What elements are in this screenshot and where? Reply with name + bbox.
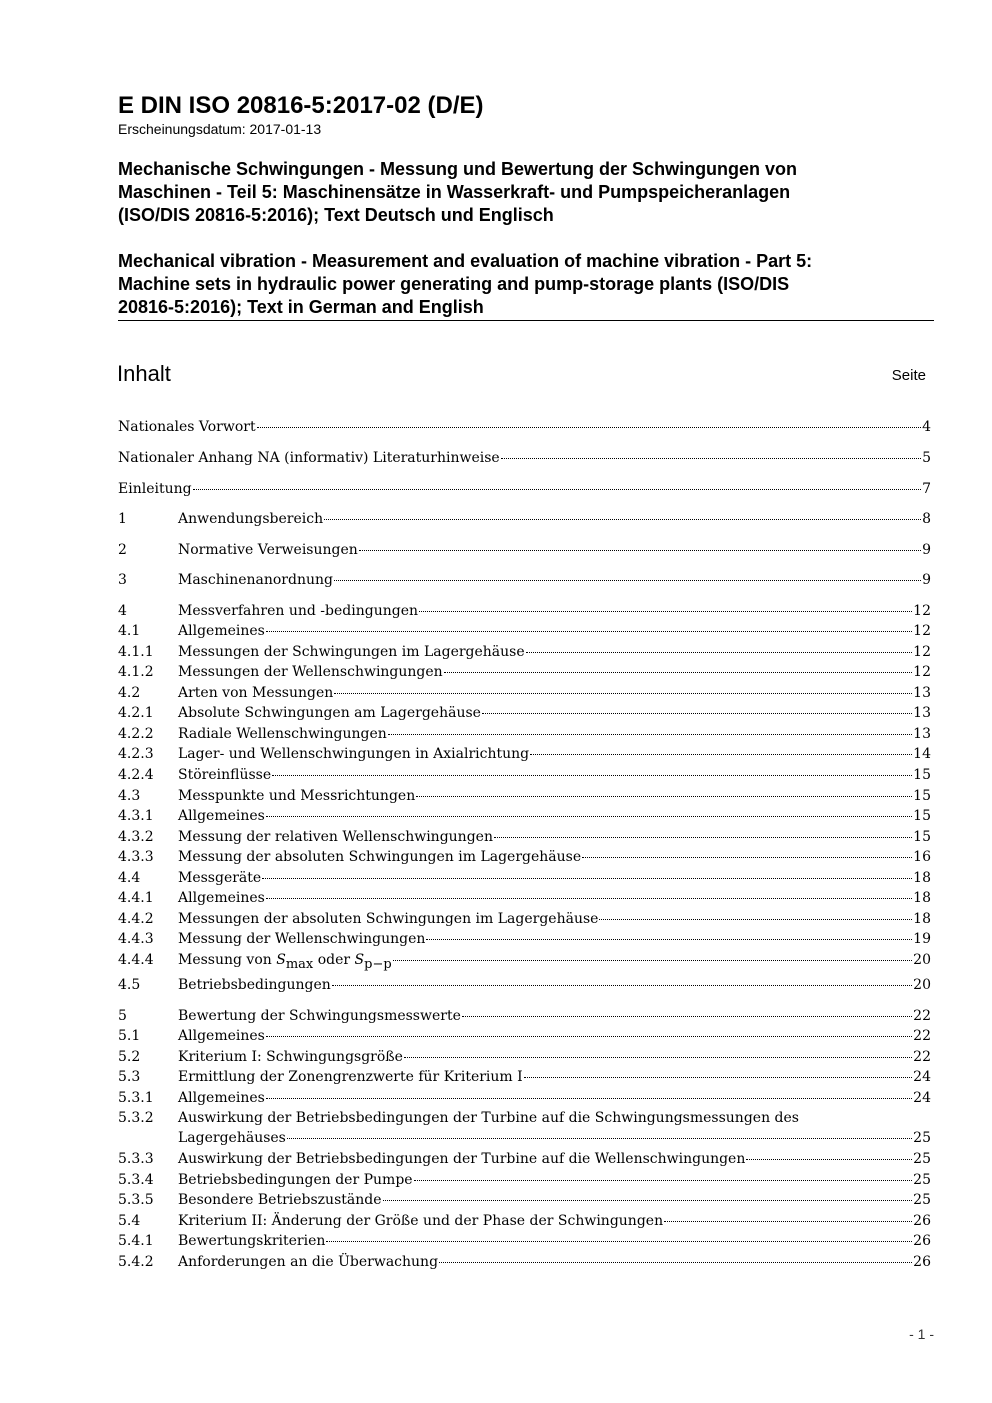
toc-leader-dots bbox=[262, 878, 912, 879]
toc-entry[interactable] bbox=[118, 703, 931, 723]
toc-entry-number: 5 bbox=[118, 1008, 127, 1024]
toc-entry-page: 12 bbox=[913, 623, 931, 639]
toc-entry[interactable] bbox=[118, 479, 931, 499]
toc-entry-title: Lager- und Wellenschwingungen in Axialrichtung bbox=[178, 746, 530, 762]
toc-entry-page: 26 bbox=[913, 1233, 931, 1249]
toc-entry[interactable] bbox=[118, 448, 931, 468]
toc-leader-dots bbox=[193, 489, 922, 490]
toc-entry[interactable] bbox=[118, 950, 931, 970]
math-symbol bbox=[276, 952, 314, 972]
toc-page-column-label: Seite bbox=[891, 367, 926, 384]
toc-entry-page: 24 bbox=[913, 1069, 931, 1085]
toc-entry-number: 4.4.4 bbox=[118, 952, 154, 968]
toc-entry-number: 5.3.1 bbox=[118, 1090, 154, 1106]
toc-leader-dots bbox=[334, 693, 912, 694]
title-english-line: Machine sets in hydraulic power generating and pump-storage plants (ISO/DIS bbox=[118, 274, 790, 294]
math-symbol-base: S bbox=[354, 952, 365, 968]
toc-leader-dots bbox=[334, 580, 921, 581]
toc-entry-number: 4.1.2 bbox=[118, 664, 154, 680]
toc-entry-number: 5.3 bbox=[118, 1069, 141, 1085]
toc-entry-page: 13 bbox=[913, 705, 931, 721]
toc-entry-number: 1 bbox=[118, 511, 127, 527]
toc-entry-title: Allgemeines bbox=[178, 623, 265, 639]
toc-entry-number: 5.3.2 bbox=[118, 1110, 154, 1126]
toc-entry-page: 22 bbox=[913, 1028, 931, 1044]
toc-entry-title: Auswirkung der Betriebsbedingungen der Turbine auf die Schwingungsmessungen des bbox=[178, 1110, 799, 1126]
toc-entry[interactable] bbox=[118, 621, 931, 641]
toc-entry-page: 9 bbox=[922, 542, 931, 558]
toc-entry[interactable] bbox=[118, 642, 931, 662]
toc-entry-page: 22 bbox=[913, 1008, 931, 1024]
toc-entry[interactable] bbox=[118, 683, 931, 703]
toc-entry[interactable] bbox=[118, 786, 931, 806]
toc-entry-title: Betriebsbedingungen der Pumpe bbox=[178, 1172, 413, 1188]
toc-entry-page: 18 bbox=[913, 911, 931, 927]
toc-entry-title: Anforderungen an die Überwachung bbox=[178, 1254, 439, 1270]
toc-entry-title: Arten von Messungen bbox=[178, 685, 334, 701]
toc-entry-number: 4.4.3 bbox=[118, 931, 154, 947]
toc-leader-dots bbox=[419, 611, 912, 612]
toc-leader-dots bbox=[359, 550, 921, 551]
toc-entry[interactable] bbox=[118, 1170, 931, 1190]
toc-entry-number: 4.2 bbox=[118, 685, 141, 701]
toc-entry[interactable] bbox=[118, 744, 931, 764]
toc-entry-page: 14 bbox=[913, 746, 931, 762]
toc-heading: Inhalt bbox=[117, 361, 171, 386]
toc-entry-number: 5.3.3 bbox=[118, 1151, 154, 1167]
toc-entry-page: 12 bbox=[913, 664, 931, 680]
toc-entry-title: Allgemeines bbox=[178, 808, 265, 824]
toc-entry[interactable] bbox=[118, 1067, 931, 1087]
toc-entry-number: 4.2.3 bbox=[118, 746, 154, 762]
toc-entry-page: 13 bbox=[913, 726, 931, 742]
toc-entry[interactable] bbox=[118, 909, 931, 929]
toc-entry-number: 5.1 bbox=[118, 1028, 141, 1044]
toc-leader-dots bbox=[426, 939, 912, 940]
toc-entry[interactable] bbox=[118, 868, 931, 888]
toc-leader-dots bbox=[526, 652, 913, 653]
toc-entry-number: 4.1 bbox=[118, 623, 141, 639]
toc-entry-page: 15 bbox=[913, 788, 931, 804]
toc-entry-page: 24 bbox=[913, 1090, 931, 1106]
page-number: - 1 - bbox=[909, 1326, 934, 1342]
toc-entry[interactable] bbox=[118, 1006, 931, 1026]
toc-entry-page: 22 bbox=[913, 1049, 931, 1065]
toc-entry-title-text: oder bbox=[313, 952, 355, 968]
toc-entry-title: Betriebsbedingungen bbox=[178, 977, 331, 993]
toc-leader-dots bbox=[524, 1077, 912, 1078]
toc-entry-title: Messungen der absoluten Schwingungen im Lagergehäuse bbox=[178, 911, 599, 927]
toc-entry-title: Nationaler Anhang NA (informativ) Literaturhinweise bbox=[118, 450, 500, 466]
toc-leader-dots bbox=[266, 898, 912, 899]
title-german-line: Mechanische Schwingungen - Messung und Bewertung der Schwingungen von bbox=[118, 159, 798, 179]
toc-entry-title: Auswirkung der Betriebsbedingungen der Turbine auf die Wellenschwingungen bbox=[178, 1151, 746, 1167]
toc-entry-title: Ermittlung der Zonengrenzwerte für Kriterium I bbox=[178, 1069, 523, 1085]
toc-entry-number: 4.4.1 bbox=[118, 890, 154, 906]
toc-entry[interactable] bbox=[118, 509, 931, 529]
toc-entry-title: Messung der relativen Wellenschwingungen bbox=[178, 829, 493, 845]
header-divider bbox=[118, 320, 934, 321]
toc-leader-dots bbox=[266, 1036, 912, 1037]
toc-entry-number: 4.4.2 bbox=[118, 911, 154, 927]
toc-entry[interactable] bbox=[118, 417, 931, 437]
toc-entry-title: Bewertungskriterien bbox=[178, 1233, 326, 1249]
toc-leader-dots bbox=[416, 796, 912, 797]
toc-entry-title: Besondere Betriebszustände bbox=[178, 1192, 382, 1208]
toc-entry[interactable] bbox=[118, 827, 931, 847]
toc-leader-dots bbox=[287, 1138, 912, 1139]
toc-entry-number: 4.1.1 bbox=[118, 644, 154, 660]
toc-entry[interactable] bbox=[118, 975, 931, 995]
toc-entry[interactable] bbox=[118, 1047, 931, 1067]
toc-entry-page: 25 bbox=[913, 1130, 931, 1146]
toc-entry-title: Allgemeines bbox=[178, 1090, 265, 1106]
toc-entry-title: Bewertung der Schwingungsmesswerte bbox=[178, 1008, 461, 1024]
toc-entry-title: Messungen der Schwingungen im Lagergehäuse bbox=[178, 644, 525, 660]
toc-entry-title: Einleitung bbox=[118, 481, 192, 497]
toc-leader-dots bbox=[444, 672, 912, 673]
toc-entry-page: 7 bbox=[922, 481, 931, 497]
toc-leader-dots bbox=[414, 1180, 913, 1181]
toc-leader-dots bbox=[462, 1016, 912, 1017]
math-symbol-base: S bbox=[276, 952, 286, 968]
toc-entry-page: 20 bbox=[913, 977, 931, 993]
math-symbol-subscript: max bbox=[285, 956, 314, 972]
toc-leader-dots bbox=[266, 631, 912, 632]
toc-entry-page: 16 bbox=[913, 849, 931, 865]
toc-entry-number: 4.2.4 bbox=[118, 767, 154, 783]
toc-entry-title: Messungen der Wellenschwingungen bbox=[178, 664, 443, 680]
toc-entry[interactable] bbox=[118, 601, 931, 621]
toc-leader-dots bbox=[494, 837, 912, 838]
toc-leader-dots bbox=[439, 1262, 912, 1263]
toc-entry-number: 4.3.3 bbox=[118, 849, 154, 865]
toc-entry-number: 4.3.2 bbox=[118, 829, 154, 845]
toc-leader-dots bbox=[746, 1159, 912, 1160]
toc-entry-page: 19 bbox=[913, 931, 931, 947]
toc-entry-page: 20 bbox=[913, 952, 931, 968]
toc-entry[interactable] bbox=[118, 1149, 931, 1169]
toc-entry-number: 4.4 bbox=[118, 870, 141, 886]
toc-entry-page: 9 bbox=[922, 572, 931, 588]
publication-date: Erscheinungsdatum: 2017-01-13 bbox=[118, 121, 322, 137]
toc-leader-dots bbox=[388, 734, 912, 735]
toc-leader-dots bbox=[664, 1221, 912, 1222]
toc-entry-page: 26 bbox=[913, 1213, 931, 1229]
toc-entry[interactable] bbox=[118, 888, 931, 908]
toc-entry-number: 5.3.4 bbox=[118, 1172, 154, 1188]
toc-entry-page: 15 bbox=[913, 808, 931, 824]
toc-entry-number: 4.3 bbox=[118, 788, 141, 804]
toc-entry-title: Störeinflüsse bbox=[178, 767, 272, 783]
toc-entry[interactable] bbox=[118, 1211, 931, 1231]
toc-entry-page: 15 bbox=[913, 829, 931, 845]
toc-entry-number: 4.2.2 bbox=[118, 726, 154, 742]
toc-entry-title: Nationales Vorwort bbox=[118, 419, 256, 435]
math-symbol-subscript: p−p bbox=[364, 956, 392, 972]
toc-entry-title: Anwendungsbereich bbox=[178, 511, 324, 527]
toc-entry[interactable] bbox=[118, 1190, 931, 1210]
toc-entry-number: 5.4 bbox=[118, 1213, 141, 1229]
toc-leader-dots bbox=[501, 458, 921, 459]
toc-leader-dots bbox=[393, 960, 912, 961]
toc-entry[interactable] bbox=[118, 662, 931, 682]
title-german-line: (ISO/DIS 20816-5:2016); Text Deutsch und Englisch bbox=[118, 205, 554, 225]
toc-entry-title: Kriterium II: Änderung der Größe und der Phase der Schwingungen bbox=[178, 1213, 664, 1229]
toc-entry[interactable] bbox=[118, 540, 931, 560]
toc-entry-page: 4 bbox=[922, 419, 931, 435]
toc-leader-dots bbox=[326, 1241, 912, 1242]
toc-entry[interactable] bbox=[118, 765, 931, 785]
toc-entry[interactable] bbox=[118, 1108, 931, 1149]
toc-entry-number: 3 bbox=[118, 572, 127, 588]
toc-entry-title: Absolute Schwingungen am Lagergehäuse bbox=[178, 705, 481, 721]
toc-leader-dots bbox=[272, 775, 912, 776]
toc-leader-dots bbox=[599, 919, 912, 920]
toc-entry-page: 15 bbox=[913, 767, 931, 783]
toc-entry[interactable] bbox=[118, 847, 931, 867]
toc-entry-page: 5 bbox=[922, 450, 931, 466]
toc-entry-number: 4.3.1 bbox=[118, 808, 154, 824]
toc-entry-title: Allgemeines bbox=[178, 890, 265, 906]
toc-entry-page: 18 bbox=[913, 870, 931, 886]
toc-leader-dots bbox=[266, 816, 912, 817]
toc-entry-page: 25 bbox=[913, 1172, 931, 1188]
math-symbol bbox=[354, 952, 392, 972]
toc-entry[interactable] bbox=[118, 1088, 931, 1108]
toc-entry-number: 5.2 bbox=[118, 1049, 141, 1065]
toc-entry[interactable] bbox=[118, 570, 931, 590]
toc-entry-page: 8 bbox=[922, 511, 931, 527]
toc-entry-page: 12 bbox=[913, 603, 931, 619]
title-german bbox=[118, 158, 918, 227]
title-english bbox=[118, 250, 918, 319]
toc-entry-title: Messung der absoluten Schwingungen im Lagergehäuse bbox=[178, 849, 582, 865]
toc-entry-number: 2 bbox=[118, 542, 127, 558]
toc-entry-page: 25 bbox=[913, 1192, 931, 1208]
document-id: E DIN ISO 20816-5:2017-02 (D/E) bbox=[118, 92, 484, 119]
toc-entry-number: 5.4.2 bbox=[118, 1254, 154, 1270]
toc-entry-title: Normative Verweisungen bbox=[178, 542, 358, 558]
toc-entry-number: 4.2.1 bbox=[118, 705, 154, 721]
toc-entry[interactable] bbox=[118, 806, 931, 826]
toc-entry-page: 25 bbox=[913, 1151, 931, 1167]
toc-entry-title: Messpunkte und Messrichtungen bbox=[178, 788, 416, 804]
toc-entry-title: Messgeräte bbox=[178, 870, 262, 886]
toc-entry-number: 4 bbox=[118, 603, 127, 619]
toc-leader-dots bbox=[324, 519, 921, 520]
toc-entry-number: 5.4.1 bbox=[118, 1233, 154, 1249]
toc-entry-number: 4.5 bbox=[118, 977, 141, 993]
toc-leader-dots bbox=[404, 1057, 912, 1058]
toc-entry-number: 5.3.5 bbox=[118, 1192, 154, 1208]
toc-entry-title-continued: Lagergehäuses bbox=[178, 1130, 286, 1146]
toc-entry-page: 18 bbox=[913, 890, 931, 906]
toc-entry-title: Messverfahren und -bedingungen bbox=[178, 603, 419, 619]
toc-entry-page: 26 bbox=[913, 1254, 931, 1270]
toc-entry[interactable] bbox=[118, 1231, 931, 1251]
toc-leader-dots bbox=[257, 427, 922, 428]
toc-entry-title: Allgemeines bbox=[178, 1028, 265, 1044]
toc-entry[interactable] bbox=[118, 1252, 931, 1272]
toc-leader-dots bbox=[383, 1200, 913, 1201]
toc-entry-title bbox=[178, 950, 392, 975]
toc-leader-dots bbox=[332, 985, 912, 986]
toc-entry[interactable] bbox=[118, 724, 931, 744]
toc-leader-dots bbox=[482, 713, 912, 714]
toc-entry-page: 13 bbox=[913, 685, 931, 701]
title-english-line: Mechanical vibration - Measurement and evaluation of machine vibration - Part 5: bbox=[118, 251, 813, 271]
toc-entry-page: 12 bbox=[913, 644, 931, 660]
toc-entry-title: Radiale Wellenschwingungen bbox=[178, 726, 387, 742]
toc-entry-title: Kriterium I: Schwingungsgröße bbox=[178, 1049, 403, 1065]
toc-entry-title: Messung der Wellenschwingungen bbox=[178, 931, 426, 947]
toc-leader-dots bbox=[582, 857, 912, 858]
toc-entry[interactable] bbox=[118, 1026, 931, 1046]
toc-leader-dots bbox=[266, 1098, 912, 1099]
toc-entry-title-text: Messung von bbox=[178, 952, 277, 968]
title-english-line: 20816-5:2016); Text in German and English bbox=[118, 297, 484, 317]
title-german-line: Maschinen - Teil 5: Maschinensätze in Wasserkraft- und Pumpspeicheranlagen bbox=[118, 182, 791, 202]
toc-entry[interactable] bbox=[118, 929, 931, 949]
toc-entry-title: Maschinenanordnung bbox=[178, 572, 333, 588]
toc-leader-dots bbox=[530, 754, 912, 755]
